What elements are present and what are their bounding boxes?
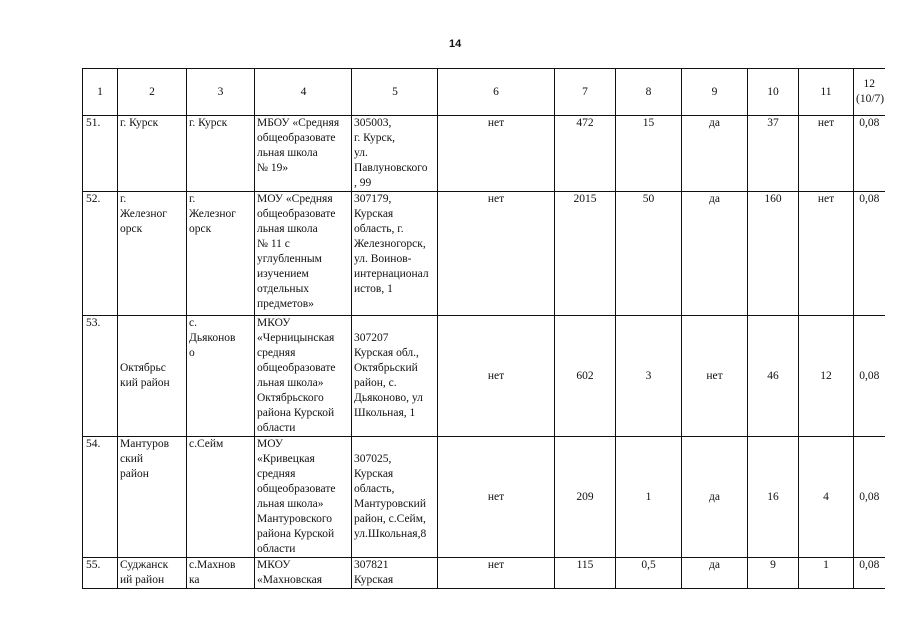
col8-cell: 3 xyxy=(616,316,682,437)
header-cell: 10 xyxy=(748,69,799,116)
locality-text: г. Курск xyxy=(189,117,228,129)
locality-text: с.Махнов ка xyxy=(189,559,236,586)
address-text: 307025, Курская область, Мантуровский район, с.Сейм, ул.Школьная,8 xyxy=(354,453,427,540)
school-text: МОУ «Средняя общеобразовате льная школа № 11 с углубленным изучением отдельных предметов» xyxy=(257,193,336,310)
col9-cell: нет xyxy=(682,316,748,437)
col7-cell: 209 xyxy=(555,437,616,558)
locality-cell xyxy=(187,437,255,558)
district-text: Октябрьс кий район xyxy=(120,362,170,389)
address-cell xyxy=(352,316,438,437)
address-cell xyxy=(352,558,438,589)
school-text: МОУ «Кривецкая средняя общеобразовате льная школа» Мантуровского района Курской области xyxy=(257,438,336,555)
col9-cell: да xyxy=(682,192,748,316)
locality-text: с. Дьяконов о xyxy=(189,317,236,359)
header-cell: 5 xyxy=(352,69,438,116)
col7-cell: 602 xyxy=(555,316,616,437)
table-row xyxy=(83,192,885,316)
page-number: 14 xyxy=(449,38,462,50)
header-cell-text: 12 (10/7) xyxy=(856,78,885,105)
col8-cell: 1 xyxy=(616,437,682,558)
locality-cell xyxy=(187,192,255,316)
address-text: 307179, Курская область, г. Железногорск, ул. Воинов- интернационал истов, 1 xyxy=(354,193,429,295)
school-text: МКОУ «Черницынская средняя общеобразовате льная школа» Октябрьского района Курской области xyxy=(257,317,336,434)
district-text: Суджанск ий район xyxy=(120,559,169,586)
school-cell xyxy=(255,558,352,589)
col10-cell: 37 xyxy=(748,116,799,192)
col8-cell: 0,5 xyxy=(616,558,682,589)
header-cell xyxy=(854,69,885,116)
district-cell xyxy=(118,316,187,437)
col10-cell: 46 xyxy=(748,316,799,437)
col7-cell: 115 xyxy=(555,558,616,589)
header-cell: 9 xyxy=(682,69,748,116)
header-cell: 11 xyxy=(799,69,854,116)
district-cell xyxy=(118,558,187,589)
data-table xyxy=(82,68,885,589)
col11-cell: 12 xyxy=(799,316,854,437)
table-row xyxy=(83,558,885,589)
district-cell xyxy=(118,116,187,192)
col10-cell: 16 xyxy=(748,437,799,558)
header-cell: 4 xyxy=(255,69,352,116)
col6-cell: нет xyxy=(438,316,555,437)
locality-text: г. Железног орск xyxy=(189,193,236,235)
row-number: 55. xyxy=(83,558,118,589)
locality-cell xyxy=(187,316,255,437)
col12-cell: 0,08 xyxy=(854,437,885,558)
col7-cell: 2015 xyxy=(555,192,616,316)
header-row xyxy=(83,69,885,116)
row-number: 54. xyxy=(83,437,118,558)
col9-cell: да xyxy=(682,558,748,589)
school-cell xyxy=(255,437,352,558)
col12-cell: 0,08 xyxy=(854,316,885,437)
header-cell: 7 xyxy=(555,69,616,116)
header-cell: 6 xyxy=(438,69,555,116)
col11-cell: 1 xyxy=(799,558,854,589)
row-number: 51. xyxy=(83,116,118,192)
district-text: г. Курск xyxy=(120,117,159,129)
col10-cell: 9 xyxy=(748,558,799,589)
address-cell xyxy=(352,116,438,192)
school-cell xyxy=(255,316,352,437)
district-cell xyxy=(118,192,187,316)
header-cell: 8 xyxy=(616,69,682,116)
col6-cell: нет xyxy=(438,116,555,192)
col11-cell: нет xyxy=(799,116,854,192)
col9-cell: да xyxy=(682,437,748,558)
row-number: 53. xyxy=(83,316,118,437)
table-row xyxy=(83,437,885,558)
col7-cell: 472 xyxy=(555,116,616,192)
school-text: МКОУ «Махновская xyxy=(257,559,323,586)
school-text: МБОУ «Средняя общеобразовате льная школа № 19» xyxy=(257,117,340,174)
col6-cell: нет xyxy=(438,437,555,558)
row-number: 52. xyxy=(83,192,118,316)
school-cell xyxy=(255,116,352,192)
col10-cell: 160 xyxy=(748,192,799,316)
address-text: 307207 Курская обл., Октябрьский район, с. Дьяконово, ул Школьная, 1 xyxy=(354,332,423,419)
address-text: 307821 Курская xyxy=(354,559,394,586)
district-text: Мантуров ский район xyxy=(120,438,170,480)
table-row xyxy=(83,116,885,192)
header-cell: 2 xyxy=(118,69,187,116)
col9-cell: да xyxy=(682,116,748,192)
locality-cell xyxy=(187,558,255,589)
col8-cell: 50 xyxy=(616,192,682,316)
col11-cell: нет xyxy=(799,192,854,316)
locality-cell xyxy=(187,116,255,192)
locality-text: с.Сейм xyxy=(189,438,224,450)
address-cell xyxy=(352,192,438,316)
address-text: 305003, г. Курск, ул. Павлуновского , 99 xyxy=(354,117,428,189)
district-text: г. Железног орск xyxy=(120,193,167,235)
header-cell: 3 xyxy=(187,69,255,116)
table-row xyxy=(83,316,885,437)
col12-cell: 0,08 xyxy=(854,116,885,192)
col8-cell: 15 xyxy=(616,116,682,192)
col11-cell: 4 xyxy=(799,437,854,558)
address-cell xyxy=(352,437,438,558)
school-cell xyxy=(255,192,352,316)
col12-cell: 0,08 xyxy=(854,558,885,589)
col6-cell: нет xyxy=(438,558,555,589)
col12-cell: 0,08 xyxy=(854,192,885,316)
district-cell xyxy=(118,437,187,558)
col6-cell: нет xyxy=(438,192,555,316)
header-cell: 1 xyxy=(83,69,118,116)
